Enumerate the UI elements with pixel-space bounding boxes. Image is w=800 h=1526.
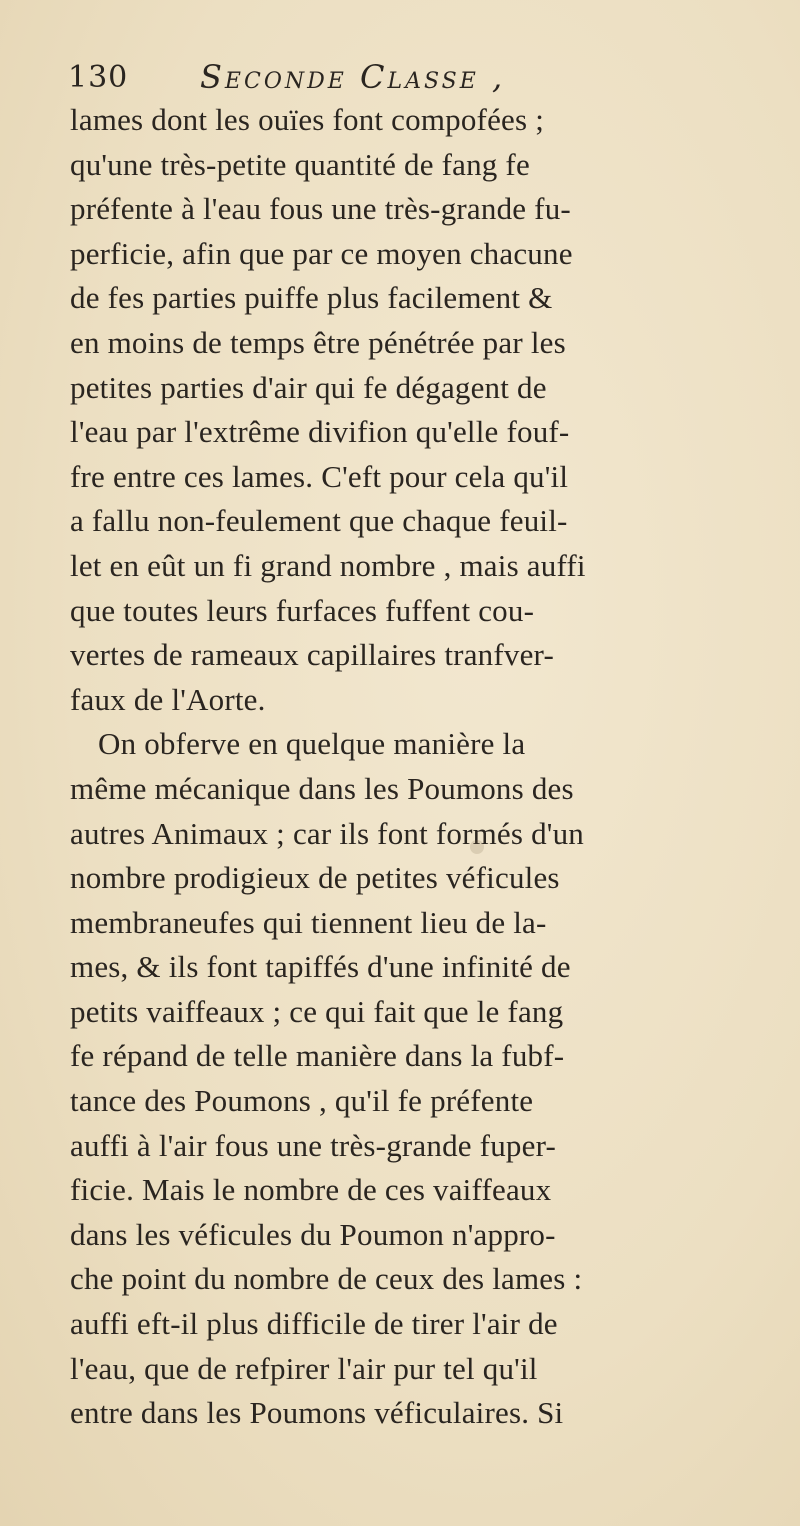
- text-line: que toutes leurs furfaces fuffent cou-: [70, 592, 535, 628]
- text-line: dans les véficules du Poumon n'appro-: [70, 1216, 556, 1252]
- text-line: de fes parties puiffe plus facilement &: [70, 280, 553, 316]
- page-number: 130: [68, 60, 129, 95]
- text-line: ficie. Mais le nombre de ces vaiffeaux: [70, 1172, 552, 1208]
- text-line: qu'une très-petite quantité de fang fe: [70, 146, 530, 182]
- text-line: fe répand de telle manière dans la fubf-: [70, 1038, 565, 1074]
- text-line: entre dans les Poumons véficulaires. Si: [70, 1395, 564, 1431]
- text-line: che point du nombre de ceux des lames :: [70, 1261, 583, 1297]
- text-line: vertes de rameaux capillaires tranfver-: [70, 637, 554, 673]
- text-line: perficie, afin que par ce moyen chacune: [70, 235, 573, 271]
- text-line: petites parties d'air qui fe dégagent de: [70, 369, 547, 405]
- text-line: mes, & ils font tapiffés d'une infinité de: [70, 949, 571, 985]
- text-line: nombre prodigieux de petites véficules: [70, 860, 560, 896]
- text-line: let en eût un fi grand nombre , mais auffi: [70, 547, 586, 583]
- text-line: auffi à l'air fous une très-grande fuper-: [70, 1127, 556, 1163]
- text-line: fre entre ces lames. C'eft pour cela qu'il: [70, 458, 569, 494]
- running-head: Seconde Classe ,: [200, 58, 506, 96]
- text-line: faux de l'Aorte.: [70, 681, 266, 717]
- text-line: l'eau par l'extrême divifion qu'elle fouf-: [70, 414, 570, 450]
- body-text: [70, 98, 770, 1436]
- paper-smudge: [470, 840, 484, 854]
- page-header: [68, 58, 708, 102]
- text-line: l'eau, que de refpirer l'air pur tel qu'il: [70, 1350, 538, 1386]
- text-line: membraneufes qui tiennent lieu de la-: [70, 904, 547, 940]
- text-line: préfente à l'eau fous une très-grande fu-: [70, 191, 571, 227]
- text-line: auffi eft-il plus difficile de tirer l'air de: [70, 1306, 558, 1342]
- text-line: a fallu non-feulement que chaque feuil-: [70, 503, 568, 539]
- text-line: autres Animaux ; car ils font formés d'un: [70, 815, 584, 851]
- text-line: petits vaiffeaux ; ce qui fait que le fang: [70, 993, 564, 1029]
- text-line: même mécanique dans les Poumons des: [70, 770, 574, 806]
- text-line: en moins de temps être pénétrée par les: [70, 324, 566, 360]
- text-line: tance des Poumons , qu'il fe préfente: [70, 1083, 534, 1119]
- paragraph-first-line: On obferve en quelque manière la: [98, 726, 526, 762]
- text-line: lames dont les ouïes font compofées ;: [70, 102, 545, 137]
